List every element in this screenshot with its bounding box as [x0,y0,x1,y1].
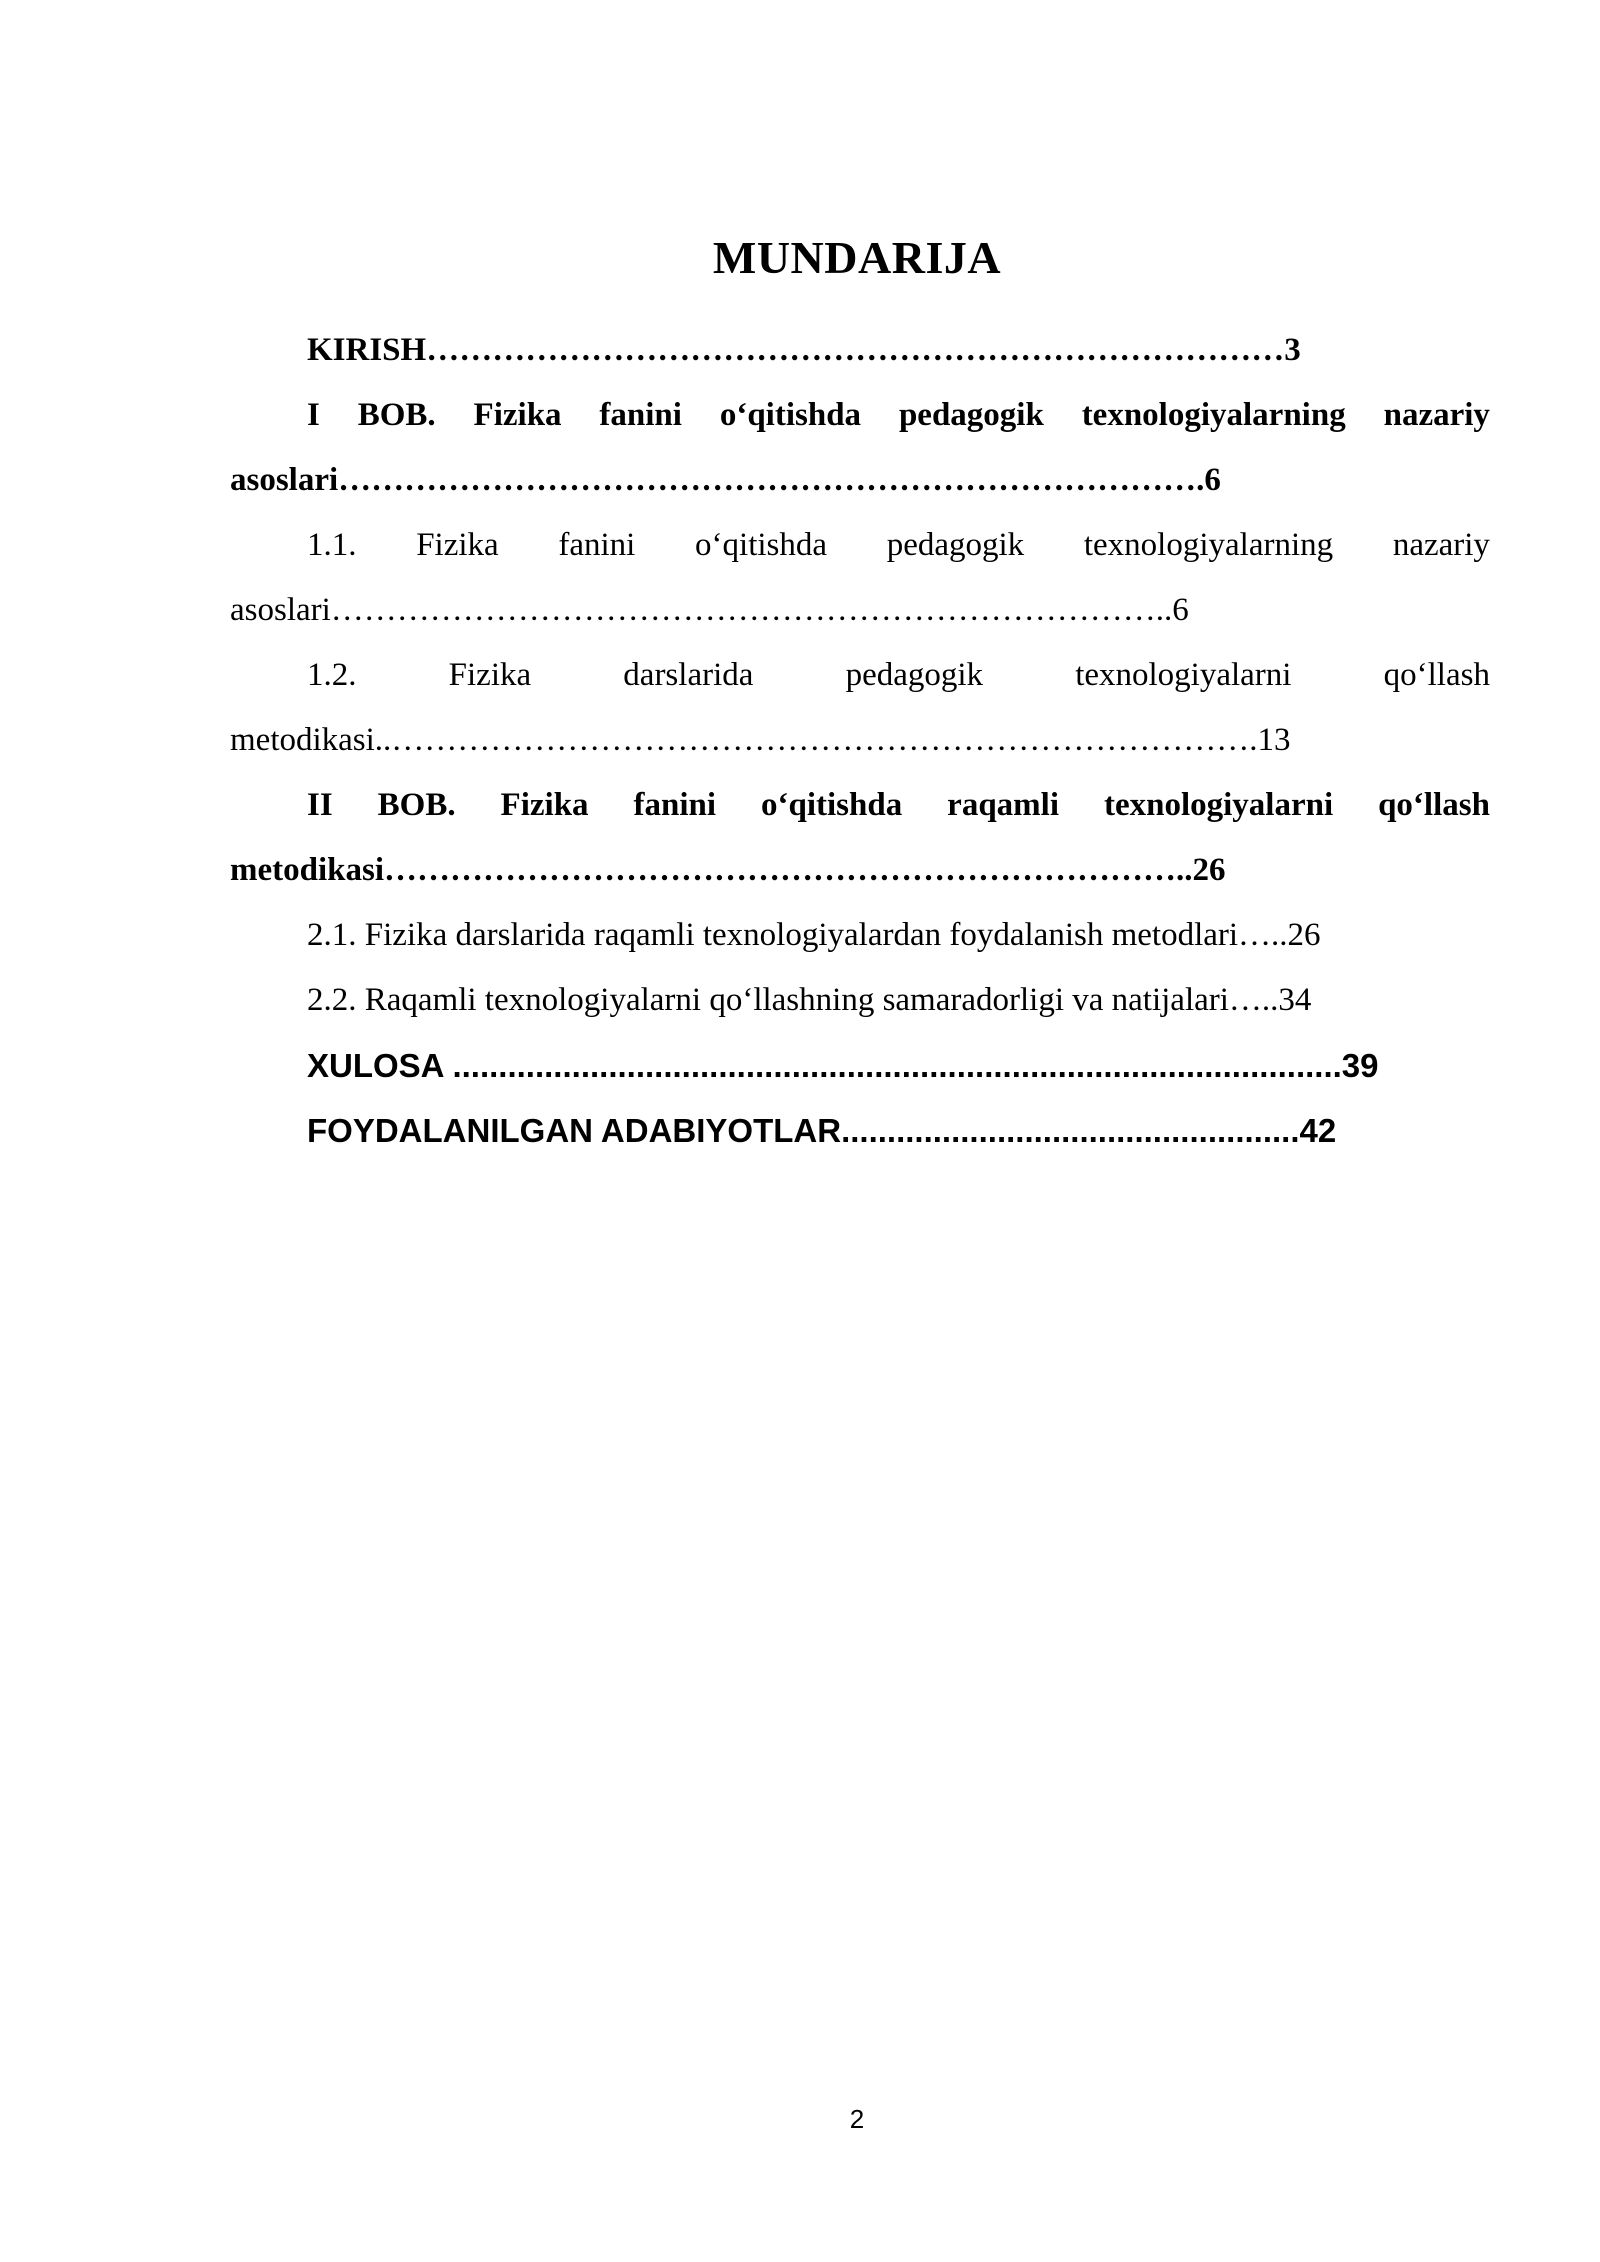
toc-entry-1-2-line1 [230,643,1490,708]
page-number: 2 [849,2104,865,2134]
toc-word: Fizika [500,787,589,823]
toc-word: qo‘llash [1383,657,1490,693]
toc-word: BOB. [357,397,436,433]
toc-entry-adabiyotlar: FOYDALANILGAN ADABIYOTLAR..................................................42 [307,1112,1337,1149]
toc-word: o‘qitishda [719,397,862,433]
toc-word: Fizika [473,397,562,433]
toc-entry-bob1-line1 [230,383,1490,448]
toc-word: I [307,397,320,433]
toc-word: fanini [633,787,717,823]
toc-word: nazariy [1392,527,1490,563]
toc-word: fanini [558,527,636,563]
toc-word: pedagogik [845,657,984,693]
toc-entry-xulosa: XULOSA .................................................................................................39 [307,1047,1379,1084]
toc-entry-1-2-line2: metodikasi..…………………………………………………………………….13 [230,722,1291,758]
toc-entry-2-1: 2.1. Fizika darslarida raqamli texnologiyalardan foydalanish metodlari…..26 [307,917,1321,953]
toc-entry-kirish: KIRISH……………………………………………………………………3 [307,332,1301,368]
toc-word: raqamli [947,787,1059,823]
table-of-contents [230,318,1490,1163]
toc-word: o‘qitishda [761,787,903,823]
toc-word: BOB. [377,787,456,823]
toc-word: fanini [599,397,682,433]
toc-entry-1-1-line1 [230,513,1490,578]
toc-word: nazariy [1383,397,1490,433]
toc-entry-1-1-line2: asoslari…………………………………………………………………..6 [230,592,1189,628]
toc-word: texnologiyalarni [1103,787,1334,823]
toc-word: qo‘llash [1378,787,1490,823]
page-title: MUNDARIJA [712,232,1002,283]
toc-word: Fizika [416,527,499,563]
toc-entry-bob1-line2: asoslari…………………………………………………………………….6 [230,462,1221,498]
toc-word: Fizika [448,657,532,693]
toc-word: pedagogik [886,527,1025,563]
toc-word: II [307,787,333,823]
toc-word: 1.2. [307,657,357,693]
toc-word: 1.1. [307,527,357,563]
toc-word: texnologiyalarning [1083,527,1334,563]
toc-word: texnologiyalarning [1081,397,1346,433]
toc-word: darslarida [623,657,754,693]
toc-entry-2-2: 2.2. Raqamli texnologiyalarni qo‘llashning samaradorligi va natijalari…..34 [307,982,1312,1018]
toc-word: texnologiyalarni [1075,657,1292,693]
toc-word: pedagogik [898,397,1044,433]
toc-word: o‘qitishda [695,527,828,563]
toc-entry-bob2-line1 [230,773,1490,838]
toc-entry-bob2-line2: metodikasi………………………………………………………………..26 [230,852,1226,888]
